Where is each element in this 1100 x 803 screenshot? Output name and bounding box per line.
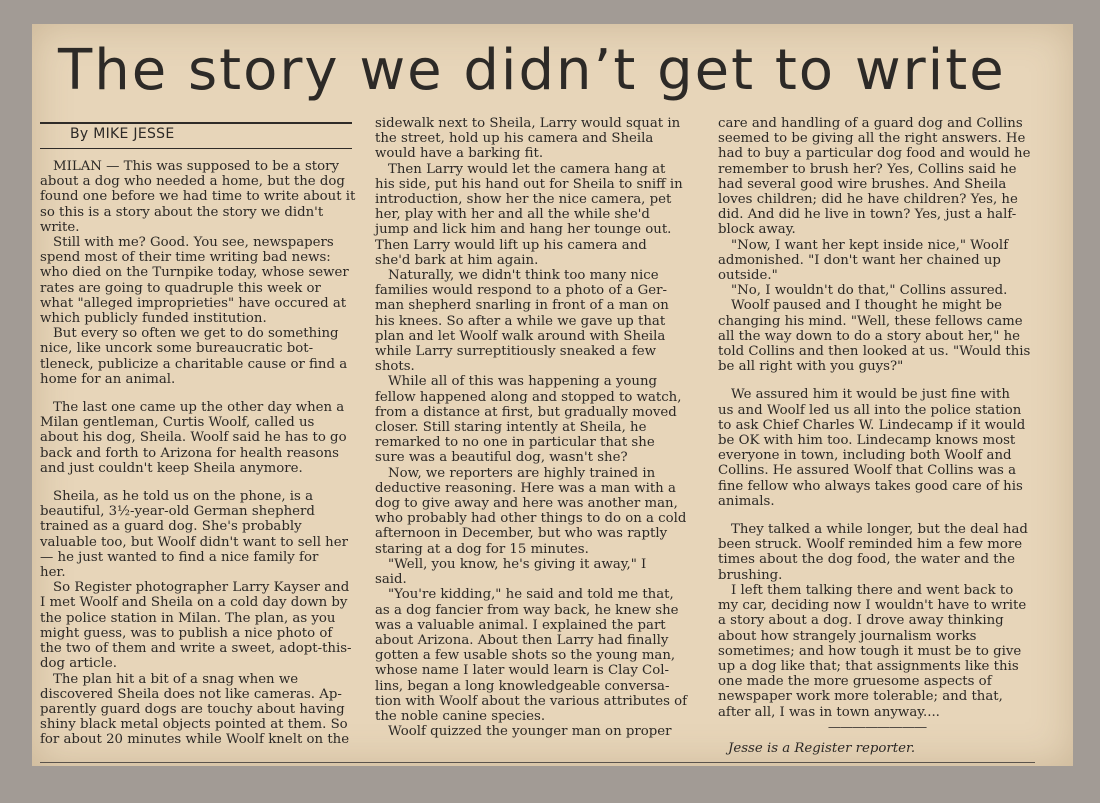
- column-1-paragraph: So Register photographer Larry Kayser and I met Woolf and Sheila on a cold day down by the police station in Milan. The plan, as you might guess, was to publish a nice photo of the two of them and write a sweet, adopt-this- dog article.: [40, 580, 352, 672]
- column-1-paragraph: Sheila, as he told us on the phone, is a beautiful, 3½-year-old German shepherd trained as a guard dog. She's probably valuable too, but Woolf didn't want to sell her — he just wanted to find a nice family for her.: [40, 489, 348, 581]
- column-1-paragraph: The last one came up the other day when a Milan gentleman, Curtis Woolf, called us about his dog, Sheila. Woolf said he has to go back and forth to Arizona for health reasons and just couldn't keep Sheila anymore.: [40, 400, 347, 476]
- byline: By MIKE JESSE: [70, 126, 175, 142]
- author-tagline: Jesse is a Register reporter.: [728, 740, 916, 756]
- column-3-paragraph: care and handling of a guard dog and Collins seemed to be giving all the right answers. He had to buy a particular dog food and would he remember to brush her? Yes, Collins said he had several good wire brushes. And Sheila loves children; did he have children? Yes, he did. And did he live in town? Yes, just a half- block away.: [718, 116, 1031, 238]
- column-1-paragraph: But every so often we get to do something nice, like uncork some bureaucratic bot- tleneck, publicize a charitable cause or find a home for an animal.: [40, 326, 348, 387]
- column-2-paragraph: "You're kidding," he said and told me that, as a dog fancier from way back, he knew she was a valuable animal. I explained the part about Arizona. About then Larry had finally gotten a few usable shots so the young man, whose name I later would learn is Clay Col- lins, began a long knowledgeable conversa- tion with Woolf about the various attributes of the noble canine species.: [375, 587, 688, 724]
- column-2-paragraph: Naturally, we didn't think too many nice families would respond to a photo of a Ger- man shepherd snarling in front of a man on his knees. So after a while we gave up that plan and let Woolf walk around with Sheila while Larry surreptitiously sneaked a few shots.: [375, 268, 669, 375]
- column-3-body: [718, 116, 1036, 720]
- bottom-rule: [40, 762, 1035, 763]
- column-2-paragraph: Now, we reporters are highly trained in deductive reasoning. Here was a man with a dog to give away and here was another man, who probably had other things to do on a cold afternoon in December, but who was raptly staring at a dog for 15 minutes.: [375, 465, 687, 557]
- column-3-paragraph: I left them talking there and went back to my car, deciding now I wouldn't have to write a story about a dog. I drove away thinking about how strangely journalism works sometimes; and how tough it must be to give up a dog like that; that assignments like this one made the more gruesome aspects of newspaper work more tolerable; and that, after all, I was in town anyway....: [718, 582, 1027, 720]
- end-mark: ————————: [827, 719, 927, 735]
- column-1-paragraph: Still with me? Good. You see, newspapers spend most of their time writing bad news: who died on the Turnpike today, whose sewer rates are going to quadruple this week or what "alleged improprieties" have occured at which publicly funded institution.: [40, 235, 349, 327]
- column-2: [375, 116, 693, 739]
- column-2-paragraph: "Well, you know, he's giving it away," I said.: [375, 556, 647, 588]
- headline: The story we didn’t get to write: [58, 38, 1006, 103]
- column-2-paragraph: Then Larry would let the camera hang at his side, put his hand out for Sheila to sniff in introduction, show her the nice camera, pet her, play with her and all the while she'd jump and lick him and hang her tounge out. Then Larry would lift up his camera and she'd bark at him again.: [375, 161, 683, 268]
- column-1-paragraph: The plan hit a bit of a snag when we discovered Sheila does not like cameras. Ap- parently guard dogs are touchy about having shiny black metal objects pointed at them. So for about 20 minutes while Woolf knelt on the: [40, 671, 350, 748]
- column-3-paragraph: "Now, I want her kept inside nice," Woolf admonished. "I don't want her chained up outside.": [718, 237, 1009, 284]
- column-2-paragraph: While all of this was happening a young fellow happened along and stopped to watch, from a distance at first, but gradually moved closer. Still staring intently at Sheila, he remarked to no one in particular that she sure was a beautiful dog, wasn't she?: [375, 374, 682, 466]
- column-1-paragraph: MILAN — This was supposed to be a story about a dog who needed a home, but the dog found one before we had time to write about it so this is a story about the story we didn't write.: [40, 159, 356, 235]
- column-2-paragraph: sidewalk next to Sheila, Larry would squat in the street, hold up his camera and Sheila would have a barking fit.: [375, 116, 681, 162]
- headline-rule-left: [40, 122, 352, 124]
- column-3-paragraph: They talked a while longer, but the deal had been struck. Woolf reminded him a few more times about the dog food, the water and the brushing.: [718, 522, 1028, 583]
- column-1: [40, 159, 358, 748]
- column-3-paragraph: We assured him it would be just fine with us and Woolf led us all into the police station to ask Chief Charles W. Lindecamp if it would be OK with him too. Lindecamp knows most everyone in town, including both Woolf and Collins. He assured Woolf that Collins was a fine fellow who always takes good care of his animals.: [718, 387, 1026, 509]
- column-3-paragraph: Woolf paused and I thought he might be changing his mind. "Well, these fellows came all the way down to do a story about her," he told Collins and then looked at us. "Would this be all right with you guys?": [718, 298, 1031, 375]
- byline-rule: [40, 148, 352, 149]
- column-3-paragraph: "No, I wouldn't do that," Collins assured.: [731, 283, 1008, 299]
- column-3: [718, 116, 1036, 756]
- column-2-paragraph: Woolf quizzed the younger man on proper: [388, 724, 672, 740]
